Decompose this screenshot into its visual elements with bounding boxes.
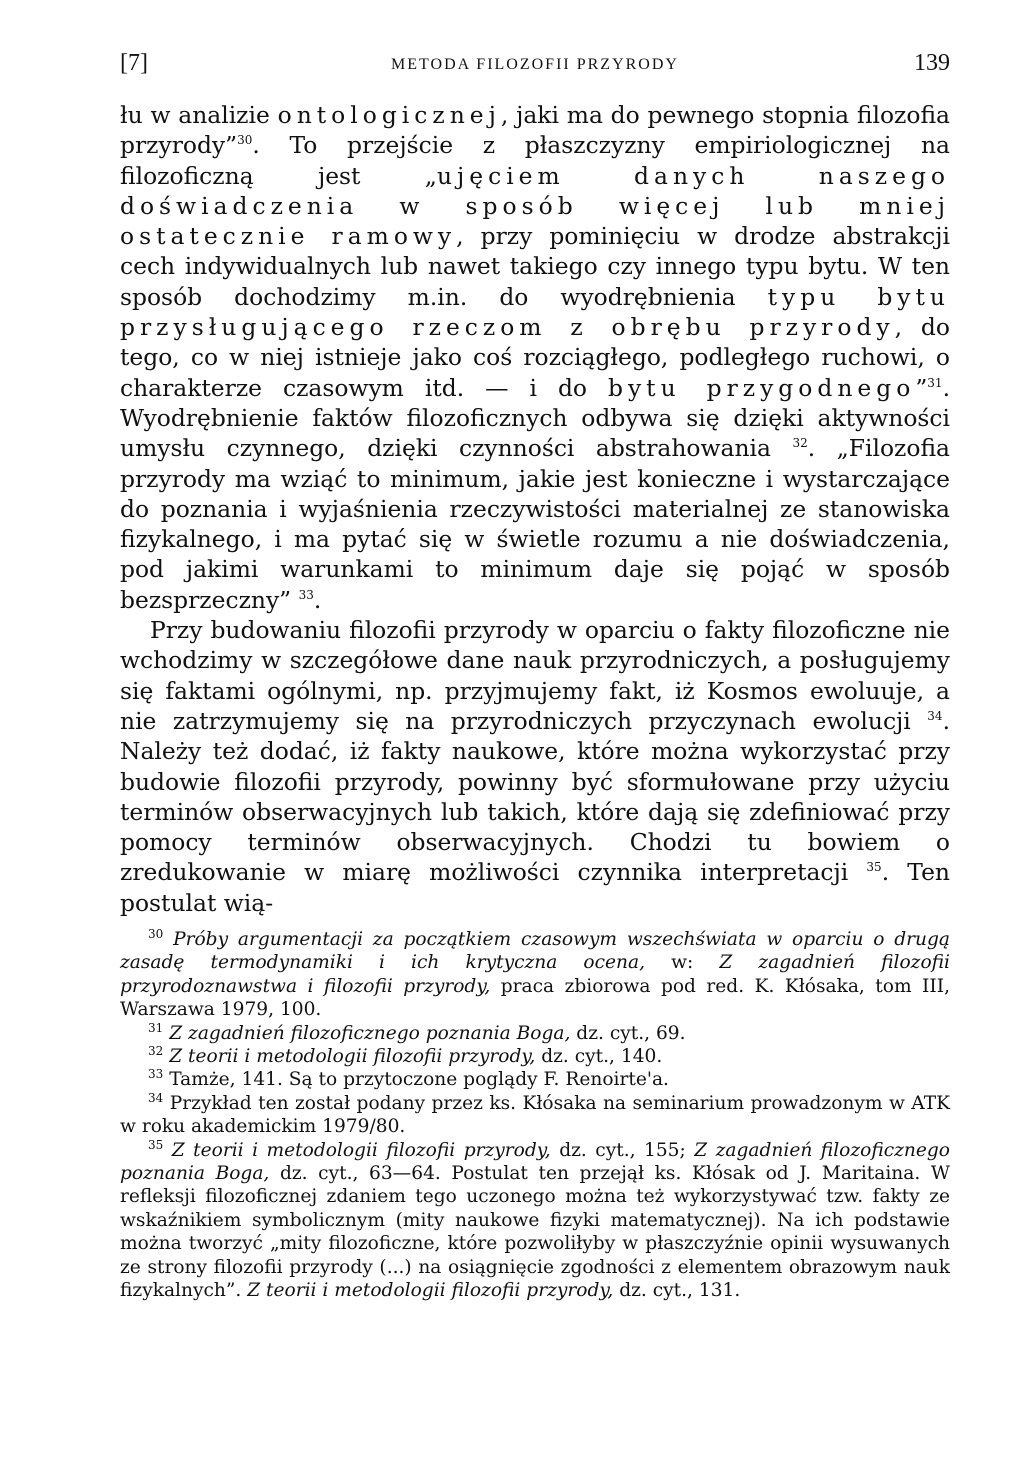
- footnote-33: [120, 1068, 950, 1091]
- footnote-title: Z zagadnień filozofii przyrodoznawstwa i filozofii przyrody,: [120, 952, 950, 997]
- footnotes: [120, 928, 950, 1303]
- text-span: , przy pominięciu w drodze abstrakcji cech indywidualnych lub nawet takiego czy innego typu bytu. W ten sposób dochodzimy m.in. do wyodrębnienia: [120, 222, 950, 311]
- text-span: dz. cyt., 155;: [550, 1139, 695, 1161]
- text-span: dz. cyt., 140.: [535, 1046, 663, 1068]
- footnote-title: Z teorii i metodologii filozofii przyrody,: [247, 1280, 614, 1302]
- spaced-term: ujęciem danych naszego doświadczenia w sposób więcej lub mniej ostatecznie ramowy: [120, 161, 951, 251]
- footnote-title: Z zagadnień filozoficznego poznania Boga,: [120, 1139, 951, 1185]
- text-span: .: [313, 585, 322, 614]
- text-span: dz. cyt., 131.: [613, 1280, 741, 1302]
- text-span: w:: [645, 952, 720, 974]
- text-span: Przykład ten został podany przez ks. Kłósaka na seminarium prowadzonym w ATK w roku akademickim 1979/80.: [120, 1092, 950, 1138]
- page-number: 139: [914, 50, 950, 76]
- paragraph-1: [120, 100, 950, 615]
- section-number: [7]: [120, 50, 148, 76]
- footnote-ref-34: 34: [927, 709, 943, 724]
- spaced-term: bytu przygodnego: [607, 373, 916, 402]
- text-span: . Wyodrębnienie faktów filozoficznych odbywa się dzięki aktywności umysłu czynnego, dzięki czynności abstrahowania: [120, 373, 950, 463]
- running-head: [120, 40, 950, 86]
- footnote-number: 30: [148, 926, 164, 941]
- text-span: łu w analizie: [120, 101, 278, 129]
- footnote-number: 31: [148, 1020, 164, 1035]
- footnote-30: [120, 928, 950, 1022]
- footnote-34: [120, 1092, 950, 1139]
- spaced-term: typu bytu przysługującego rzeczom z obrębu przyrody: [120, 282, 950, 342]
- text-span: . Ten postulat wią-: [120, 858, 950, 917]
- running-title: METODA FILOZOFII PRZYRODY: [391, 56, 679, 73]
- footnote-title: Z teorii i metodologii filozofii przyrody,: [171, 1139, 551, 1161]
- footnote-title: Z zagadnień filozoficznego poznania Boga,: [169, 1022, 571, 1044]
- footnote-35: [120, 1139, 950, 1303]
- spaced-term: ontologicznej: [277, 101, 501, 129]
- footnote-32: [120, 1045, 950, 1068]
- book-page: [120, 40, 950, 1440]
- text-span: praca zbiorowa pod red. K. Kłósaka, tom III, Warszawa 1979, 100.: [120, 975, 950, 1021]
- main-text: [120, 100, 950, 918]
- footnote-title: Próby argumentacji za początkiem czasowym wszechświata w oparciu o drugą zasadę termodynamiki i ich krytyczna ocena,: [120, 929, 950, 974]
- footnote-number: 34: [148, 1090, 164, 1105]
- text-span: . To przejście z płaszczyzny empiriologicznej na filozoficzną jest „: [120, 131, 950, 190]
- paragraph-2: [120, 615, 950, 918]
- text-span: . Należy też dodać, iż fakty naukowe, które można wykorzystać przy budowie filozofii przyrody, powinny być sformułowane przy użyciu terminów obserwacyjnych lub takich, które dają się zdefiniować przy pomocy terminów obserwacyjnych. Chodzi tu bowiem o zredukowanie w miarę możliwości czynnika interpretacji: [120, 706, 950, 887]
- footnote-ref-35: 35: [866, 860, 882, 875]
- text-span: , jaki ma do pewnego stopnia filozofia przyrody”: [120, 101, 950, 160]
- text-span: ”: [915, 373, 928, 402]
- text-span: dz. cyt., 69.: [570, 1022, 686, 1044]
- text-span: , do tego, co w niej istnieje jako coś rozciągłego, podległego ruchowi, o charakterze czasowym itd. — i do: [120, 313, 950, 402]
- footnote-number: 32: [148, 1043, 164, 1058]
- footnote-31: [120, 1022, 950, 1045]
- footnote-title: Z teorii i metodologii filozofii przyrody,: [169, 1046, 536, 1068]
- footnote-ref-30: 30: [237, 133, 253, 148]
- footnote-ref-31: 31: [927, 375, 943, 390]
- footnote-number: 33: [148, 1067, 164, 1082]
- footnote-number: 35: [148, 1137, 164, 1152]
- text-span: Tamże, 141. Są to przytoczone poglądy F. Renoirte'a.: [169, 1069, 669, 1091]
- footnote-ref-32: 32: [792, 436, 808, 451]
- text-span: . „Filozofia przyrody ma wziąć to minimum, jakie jest konieczne i wystarczające do poznania i wyjaśnienia rzeczywistości materialnej ze stanowiska fizykalnego, i ma pytać się w świetle rozumu a nie doświadczenia, pod jakimi warunkami to minimum daje się pojąć w sposób bezsprzeczny”: [120, 434, 950, 614]
- text-span: Przy budowaniu filozofii przyrody w oparciu o fakty filozoficzne nie wchodzimy w szczegółowe dane nauk przyrodniczych, a posługujemy się faktami ogólnymi, np. przyjmujemy fakt, iż Kosmos ewoluuje, a nie zatrzymujemy się na przyrodniczych przyczynach ewolucji: [120, 616, 950, 735]
- text-span: dz. cyt., 63—64. Postulat ten przejął ks. Kłósak od J. Maritaina. W refleksji filozoficznej zdaniem tego uczonego można też wykorzystywać tzw. fakty ze wskaźnikiem symbolicznym (mity naukowe fizyki matematycznej). Na ich podstawie można tworzyć „mity filozoficzne, które pozwoliłyby w płaszczyźnie opinii wysuwanych ze strony filozofii przyrody (...) na osiągnięcie zgodności z elementem obrazowym nauk fizykalnych”.: [120, 1163, 950, 1302]
- footnote-ref-33: 33: [298, 587, 314, 602]
